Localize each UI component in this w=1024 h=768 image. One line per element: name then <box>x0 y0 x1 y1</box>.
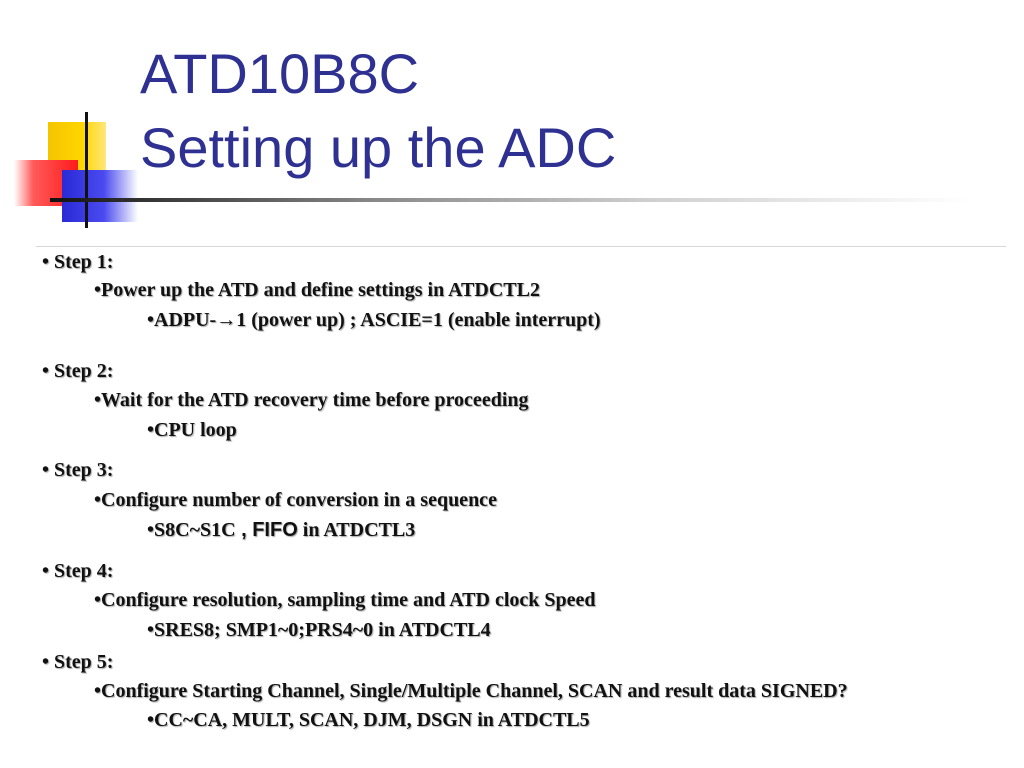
step-4-detail: •Configure resolution, sampling time and ATD clock Speed <box>94 589 596 611</box>
step-2-sub: •CPU loop <box>147 419 237 441</box>
step-3-sub-part-b: , FIFO <box>235 519 298 541</box>
step-3-sub-part-a: •S8C~S1C <box>147 519 236 541</box>
decor-blue-square <box>62 170 138 222</box>
decor-horizontal-rule <box>50 198 970 202</box>
step-3-detail: •Configure number of conversion in a sequence <box>94 489 497 511</box>
step-1-heading: • Step 1: <box>42 251 114 273</box>
step-3-sub-part-c: in ATDCTL3 <box>297 519 416 541</box>
decor-vertical-line <box>85 112 88 228</box>
step-2-heading: • Step 2: <box>42 360 114 382</box>
step-1-detail: •Power up the ATD and define settings in ATDCTL2 <box>94 279 540 301</box>
step-4-sub: •SRES8; SMP1~0;PRS4~0 in ATDCTL4 <box>147 619 491 641</box>
step-5-heading: • Step 5: <box>42 651 114 673</box>
step-1-sub: •ADPU-→1 (power up) ; ASCIE=1 (enable interrupt) <box>147 309 601 331</box>
step-5-sub: •CC~CA, MULT, SCAN, DJM, DSGN in ATDCTL5 <box>147 709 590 731</box>
step-3-heading: • Step 3: <box>42 459 114 481</box>
step-3-sub <box>147 518 415 542</box>
step-5-detail: •Configure Starting Channel, Single/Multiple Channel, SCAN and result data SIGNED? <box>94 680 848 702</box>
slide-title-line1: ATD10B8C <box>140 42 420 105</box>
content-divider <box>36 246 1006 247</box>
step-2-detail: •Wait for the ATD recovery time before proceeding <box>94 389 529 411</box>
step-4-heading: • Step 4: <box>42 560 114 582</box>
slide-title-line2: Setting up the ADC <box>140 116 617 179</box>
